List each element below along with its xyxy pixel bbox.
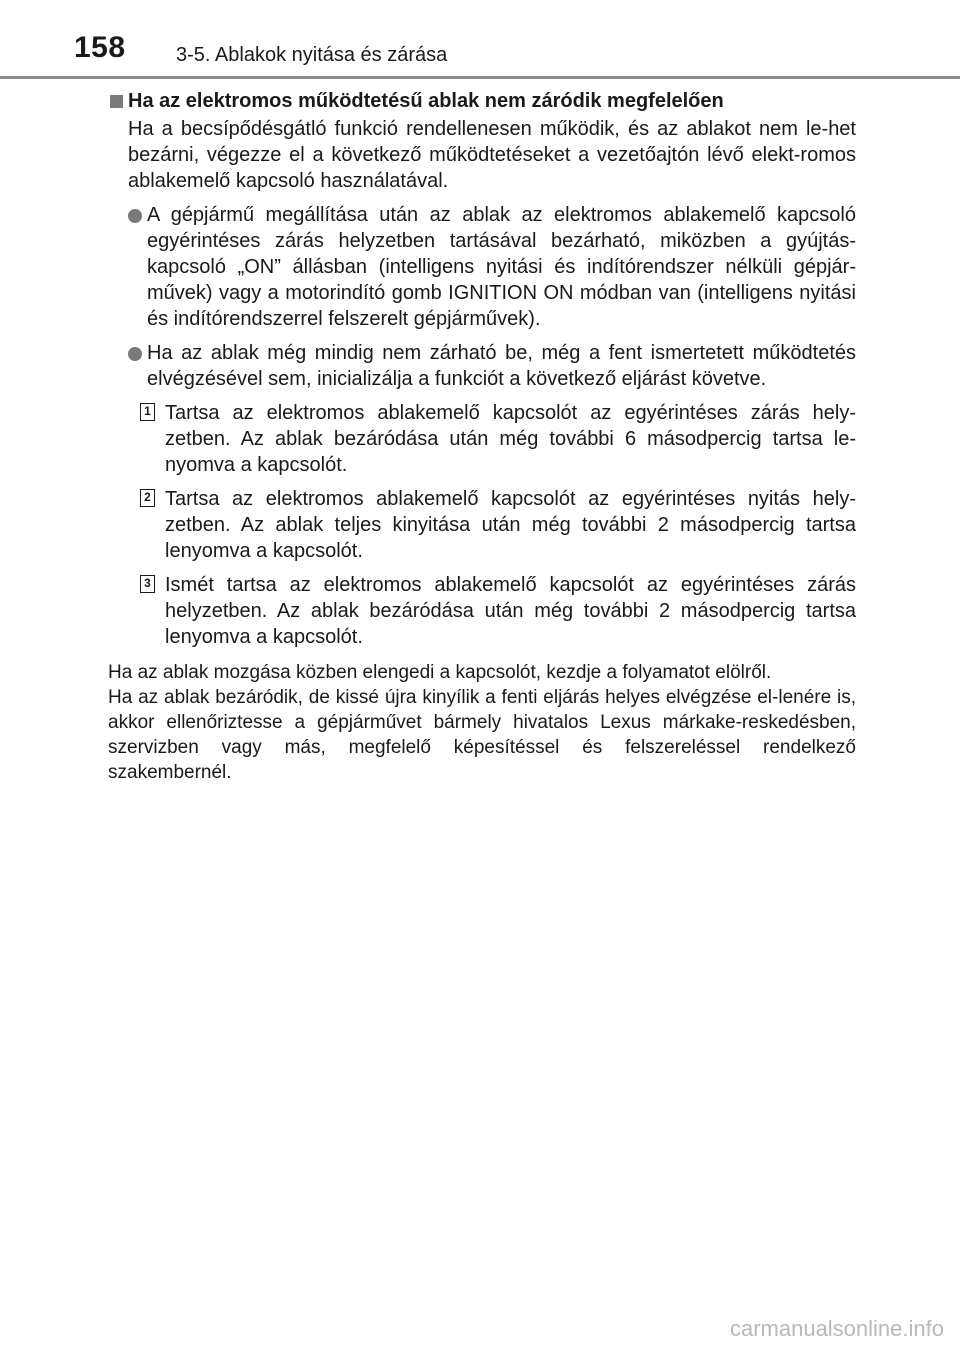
note-paragraph: Ha az ablak bezáródik, de kissé újra kinyílik a fenti eljárás helyes elvégzése el-lenére is, akkor ellenőriztesse a gépjárművet bármely hivatalos Lexus márkake-reskedésben, szervizben vagy más, megfelelő képesítéssel és felszereléssel rendelkező szakembernél.	[108, 687, 856, 783]
page-number: 158	[74, 31, 126, 64]
step-number-box: 3	[140, 575, 155, 593]
step-text: Tartsa az elektromos ablakemelő kapcsolót az egyérintéses nyitás hely-zetben. Az ablak teljes kinyitása után még további 2 másodpercig tartsa lenyomva a kapcsolót.	[165, 488, 856, 562]
circle-bullet-icon	[128, 347, 142, 361]
subsection-heading-text: Ha az elektromos működtetésű ablak nem záródik megfelelően	[128, 90, 724, 112]
step-item-2	[144, 486, 856, 564]
circle-bullet-icon	[128, 209, 142, 223]
section-title: 3-5. Ablakok nyitása és zárása	[176, 44, 448, 66]
subsection-heading	[108, 88, 856, 114]
intro-paragraph: Ha a becsípődésgátló funkció rendellenesen működik, és az ablakot nem le-het bezárni, végezze el a következő működtetéseket a vezetőajtón lévő elekt-romos ablakemelő kapcsoló használatával.	[128, 118, 856, 192]
bullet-item	[128, 202, 856, 332]
watermark: carmanualsonline.info	[729, 1316, 944, 1341]
bullet-text: A gépjármű megállítása után az ablak az elektromos ablakemelő kapcsoló egyérintéses zárás helyzetben tartásával bezárható, miközben a gyújtás-kapcsoló „ON” állásban (intelligens nyitási és indítórendszer nélküli gépjár-művek) vagy a motorindító gomb IGNITION ON módban van (intelligens nyitási és indítórendszerrel felszerelt gépjárművek).	[147, 204, 856, 330]
step-item-1	[144, 400, 856, 478]
note-paragraph: Ha az ablak mozgása közben elengedi a kapcsolót, kezdje a folyamatot elölről.	[108, 662, 772, 683]
bullet-text: Ha az ablak még mindig nem zárható be, még a fent ismertetett működtetés elvégzésével sem, inicializálja a funkciót a következő eljárást követve.	[147, 342, 856, 390]
header-divider	[0, 76, 960, 79]
bullet-item	[128, 340, 856, 392]
step-number-box: 1	[140, 403, 155, 421]
page-header	[0, 0, 960, 78]
step-item-3	[144, 572, 856, 650]
step-text: Ismét tartsa az elektromos ablakemelő kapcsolót az egyérintéses zárás helyzetben. Az ablak bezáródása után még további 2 másodpercig tartsa lenyomva a kapcsolót.	[165, 574, 856, 648]
main-content	[108, 88, 856, 785]
step-text: Tartsa az elektromos ablakemelő kapcsolót az egyérintéses zárás hely-zetben. Az ablak bezáródása után még további 6 másodpercig tartsa le-nyomva a kapcsolót.	[165, 402, 856, 476]
square-bullet-icon	[110, 95, 123, 108]
step-number-box: 2	[140, 489, 155, 507]
